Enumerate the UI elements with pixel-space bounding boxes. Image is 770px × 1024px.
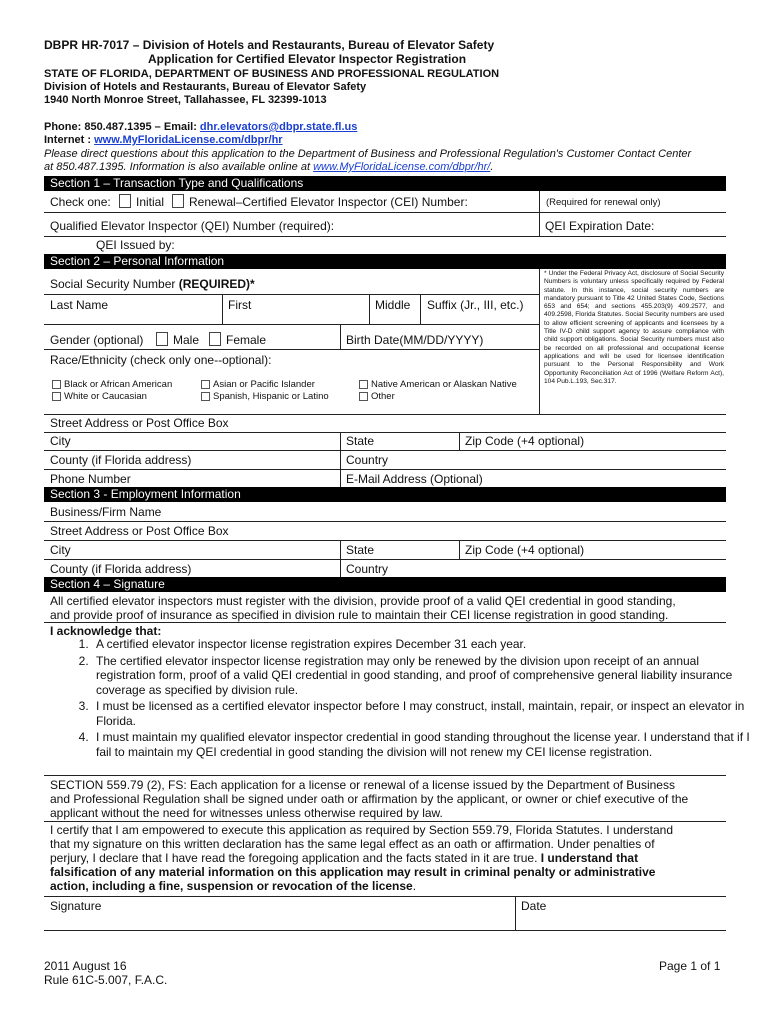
suffix-label: Suffix (Jr., III, etc.) (427, 298, 524, 312)
ssn-label: Social Security Number (50, 277, 179, 291)
acknowledgement-item: 3. I must be licensed as a certified elevator inspector before I may construct, install, maintain, repair, or inspect an elevator in Florida. (92, 699, 752, 728)
employer-city-label: City (50, 543, 71, 557)
acknowledge-heading: I acknowledge that: (50, 624, 162, 638)
division-name: Division of Hotels and Restaurants, Bureau of Elevator Safety (44, 81, 367, 93)
race-native-label: Native American or Alaskan Native (371, 379, 517, 390)
section2-header: Section 2 – Personal Information (44, 254, 726, 269)
privacy-notice: * Under the Federal Privacy Act, disclosure of Social Security Numbers is voluntary unless specifically required by Federal statute. In this instance, social security numbers are mandatory pursuant to Title 42 United States Code, Sections 653 and 654; and sections 455.203(9) 409.2577, and 409.2598, Florida Statutes. Social Security numbers are used to allow efficient screening of applicants and licensees by a Title IV-D child support agency to assure compliance with child support obligations. Social Security numbers must also be recorded on all professional and occupational license applications and will be used for licensee identification pursuant to the Personal Responsibility and Work Opportunity Reconciliation Act of 1996 (Welfare Reform Act), 104 Pub.L.193, Sec.317. (544, 270, 724, 385)
section1-header: Section 1 – Transaction Type and Qualifications (44, 176, 726, 191)
certification-paragraph (50, 823, 725, 893)
form-title: DBPR HR-7017 – Division of Hotels and Restaurants, Bureau of Elevator Safety (44, 38, 495, 52)
middle-name-label: Middle (375, 298, 411, 312)
zip-label: Zip Code (+4 optional) (465, 434, 585, 448)
male-checkbox[interactable] (156, 332, 168, 346)
contact-phone (44, 121, 357, 133)
race-white-checkbox[interactable] (52, 392, 61, 401)
acknowledgement-item: 2. The certified elevator inspector license registration may only be renewed by the division upon receipt of an annual registration form, proof of a valid QEI credential in good standing, and proof of comprehensive general liability insurance coverage as specified by division rule. (92, 654, 752, 698)
race-label: Race/Ethnicity (check only one--optional): (50, 353, 272, 367)
race-other-label: Other (371, 391, 395, 402)
street-label: Street Address or Post Office Box (50, 416, 229, 430)
footer-date: 2011 August 16 (44, 959, 127, 973)
directions-end: . (490, 161, 494, 173)
certify-line2: that my signature on this written declaration has the same legal effect as an oath or affirmation. Under penalties of (50, 837, 655, 851)
certify-bold-1: I understand that (540, 851, 639, 865)
certify-line5 (50, 879, 725, 893)
directions-text: at 850.487.1395. Information is also available online at (44, 161, 314, 173)
employer-county-label: County (if Florida address) (50, 562, 192, 576)
acknowledgement-item: 1. A certified elevator inspector license registration expires December 31 each year. (92, 637, 752, 652)
renewal-checkbox[interactable] (172, 194, 184, 208)
phone-number-label: Phone Number (50, 472, 131, 486)
female-checkbox[interactable] (209, 332, 221, 346)
business-name-label: Business/Firm Name (50, 505, 162, 519)
email-link[interactable]: dhr.elevators@dbpr.state.fl.us (199, 121, 358, 133)
directions-line2 (44, 161, 493, 173)
employer-country-label: Country (346, 562, 389, 576)
birth-date-label: Birth Date(MM/DD/YYYY) (346, 333, 484, 347)
employer-street-label: Street Address or Post Office Box (50, 524, 229, 538)
agency-name: STATE OF FLORIDA, DEPARTMENT OF BUSINESS AND PROFESSIONAL REGULATION (44, 68, 500, 80)
ssn-label-group (50, 277, 255, 291)
race-native-checkbox[interactable] (359, 380, 368, 389)
renewal-label: Renewal–Certified Elevator Inspector (CEI) Number: (189, 195, 468, 209)
employer-zip-label: Zip Code (+4 optional) (465, 543, 585, 557)
directions-link[interactable]: www.MyFloridaLicense.com/dbpr/hr/ (313, 161, 491, 173)
directions-line1: Please direct questions about this application to the Department of Business and Professional Regulation's Customer Contact Center (44, 148, 692, 160)
first-name-label: First (228, 298, 252, 312)
signature-intro (50, 594, 725, 622)
phone-label: Phone: 850.487.1395 – Email: (44, 121, 200, 133)
footer-rule: Rule 61C-5.007, F.A.C. (44, 973, 168, 987)
certify-bold-2: falsification of any material information on this application may result in criminal penalty or administrative (50, 865, 656, 879)
certify-line3 (50, 851, 725, 865)
acknowledgement-list (64, 637, 752, 761)
employer-state-label: State (346, 543, 375, 557)
statute-line2: and Professional Regulation shall be signed under oath or affirmation by the applicant, or owner or chief executive of the (50, 792, 689, 806)
race-asian-checkbox[interactable] (201, 380, 210, 389)
page-number: Page 1 of 1 (659, 959, 721, 973)
race-black-label: Black or African American (64, 379, 173, 390)
race-black-checkbox[interactable] (52, 380, 61, 389)
statute-paragraph (50, 778, 725, 820)
signature-label: Signature (50, 899, 102, 913)
internet-label: Internet : (44, 134, 95, 146)
date-label: Date (521, 899, 547, 913)
section4-header: Section 4 – Signature (44, 577, 726, 592)
ssn-required: (REQUIRED)* (178, 277, 255, 291)
initial-label: Initial (136, 195, 165, 209)
email-address-label: E-Mail Address (Optional) (346, 472, 483, 486)
initial-checkbox[interactable] (119, 194, 131, 208)
qei-number-label: Qualified Elevator Inspector (QEI) Number (required): (50, 219, 335, 233)
renewal-note: (Required for renewal only) (546, 197, 661, 208)
check-one-label: Check one: (50, 195, 111, 209)
acknowledgement-item: 4. I must maintain my qualified elevator inspector credential in good standing throughout the license year. I understand that if I fail to maintain my QEI credential in good standing the division will not renew my CEI license registration. (92, 730, 752, 759)
country-label: Country (346, 453, 389, 467)
race-other-checkbox[interactable] (359, 392, 368, 401)
agency-address: 1940 North Monroe Street, Tallahassee, FL 32399-1013 (44, 94, 327, 106)
last-name-label: Last Name (50, 298, 109, 312)
male-label: Male (173, 333, 200, 347)
race-hispanic-label: Spanish, Hispanic or Latino (213, 391, 329, 402)
website-link[interactable]: www.MyFloridaLicense.com/dbpr/hr (94, 134, 283, 146)
state-label: State (346, 434, 375, 448)
form-subtitle: Application for Certified Elevator Inspector Registration (148, 52, 467, 66)
certify-end: . (412, 879, 417, 893)
certify-bold-3: action, including a fine, suspension or revocation of the license (50, 879, 413, 893)
statute-line3: applicant without the need for witnesses unless otherwise required by law. (50, 806, 443, 820)
section3-header: Section 3 - Employment Information (44, 487, 726, 502)
female-label: Female (226, 333, 267, 347)
race-hispanic-checkbox[interactable] (201, 392, 210, 401)
race-asian-label: Asian or Pacific Islander (213, 379, 315, 390)
qei-expiration-label: QEI Expiration Date: (545, 219, 655, 233)
qei-issued-label: QEI Issued by: (96, 238, 175, 252)
certify-text: perjury, I declare that I have read the foregoing application and the facts stated in it are true. (50, 851, 541, 865)
city-label: City (50, 434, 71, 448)
race-white-label: White or Caucasian (64, 391, 147, 402)
statute-line1: SECTION 559.79 (2), FS: Each application for a license or renewal of a license issued by the Department of Business (50, 778, 675, 792)
intro-line2: and provide proof of insurance as specified in division rule to maintain their CEI license registration in good standing. (50, 608, 669, 622)
certify-line4 (50, 865, 725, 879)
gender-label: Gender (optional) (50, 333, 144, 347)
county-label: County (if Florida address) (50, 453, 192, 467)
intro-line1: All certified elevator inspectors must register with the division, provide proof of a valid QEI credential in good standing, (50, 594, 676, 608)
contact-internet (44, 134, 283, 146)
certify-line1: I certify that I am empowered to execute this application as required by Section 559.79, Florida Statutes. I understand (50, 823, 674, 837)
